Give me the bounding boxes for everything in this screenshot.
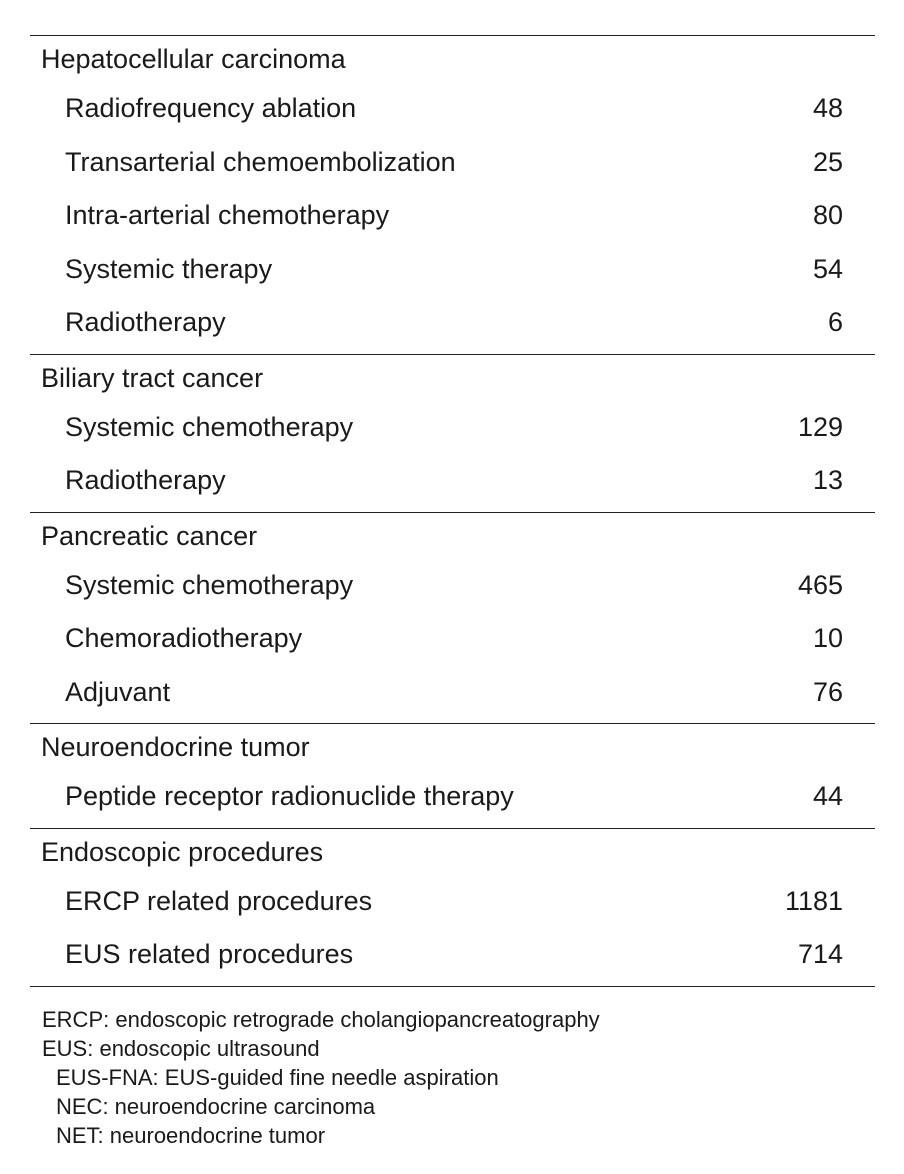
footnote: EUS: endoscopic ultrasound	[42, 1036, 320, 1061]
row-value: 48	[812, 93, 843, 124]
table-row	[30, 454, 875, 508]
row-value: 54	[812, 253, 843, 284]
table-row	[30, 296, 875, 350]
table-row	[30, 401, 875, 455]
row-value: 13	[812, 465, 843, 496]
group-title: Hepatocellular carcinoma	[41, 44, 346, 74]
group-title: Biliary tract cancer	[41, 362, 264, 393]
row-label: Adjuvant	[65, 676, 171, 707]
group-title: Pancreatic cancer	[41, 520, 258, 551]
table-group	[30, 355, 875, 513]
table-group	[30, 36, 875, 355]
row-label: ERCP related procedures	[65, 885, 373, 916]
row-label: Transarterial chemoembolization	[65, 146, 456, 177]
table-row	[30, 770, 875, 824]
row-value: 44	[812, 781, 843, 812]
row-value: 1181	[784, 885, 843, 916]
row-label: Radiotherapy	[65, 307, 226, 338]
table-row	[30, 666, 875, 720]
row-value: 129	[797, 411, 843, 442]
row-value: 10	[812, 623, 843, 654]
row-value: 80	[812, 200, 843, 231]
table-row	[30, 189, 875, 243]
table-group	[30, 724, 875, 829]
footnote: ERCP: endoscopic retrograde cholangiopancreatography	[42, 1007, 600, 1032]
table-row	[30, 82, 875, 136]
table-group	[30, 829, 875, 987]
footnote: EUS-FNA: EUS-guided fine needle aspiration	[56, 1065, 499, 1090]
row-value: 76	[812, 676, 843, 707]
footnote: NEC: neuroendocrine carcinoma	[56, 1094, 376, 1119]
row-value: 25	[812, 146, 843, 177]
table-row	[30, 928, 875, 982]
table-group	[30, 513, 875, 725]
group-title: Endoscopic procedures	[41, 836, 324, 867]
table-row	[30, 612, 875, 666]
table-row	[30, 559, 875, 613]
table-row	[30, 243, 875, 297]
row-label: EUS related procedures	[65, 939, 354, 970]
row-label: Peptide receptor radionuclide therapy	[65, 781, 514, 812]
table-row	[30, 875, 875, 929]
table-footnotes	[42, 1005, 600, 1150]
procedures-table	[30, 35, 875, 987]
row-label: Radiofrequency ablation	[65, 93, 357, 124]
row-label: Radiotherapy	[65, 465, 226, 496]
row-label: Systemic chemotherapy	[65, 411, 354, 442]
row-value: 465	[797, 569, 843, 600]
row-label: Systemic chemotherapy	[65, 569, 354, 600]
table-row	[30, 136, 875, 190]
row-value: 714	[797, 939, 843, 970]
row-value: 6	[827, 307, 843, 338]
row-label: Intra-arterial chemotherapy	[65, 200, 390, 231]
footnote: NET: neuroendocrine tumor	[56, 1123, 326, 1148]
group-title: Neuroendocrine tumor	[41, 732, 310, 762]
row-label: Systemic therapy	[65, 253, 273, 284]
row-label: Chemoradiotherapy	[65, 623, 303, 654]
